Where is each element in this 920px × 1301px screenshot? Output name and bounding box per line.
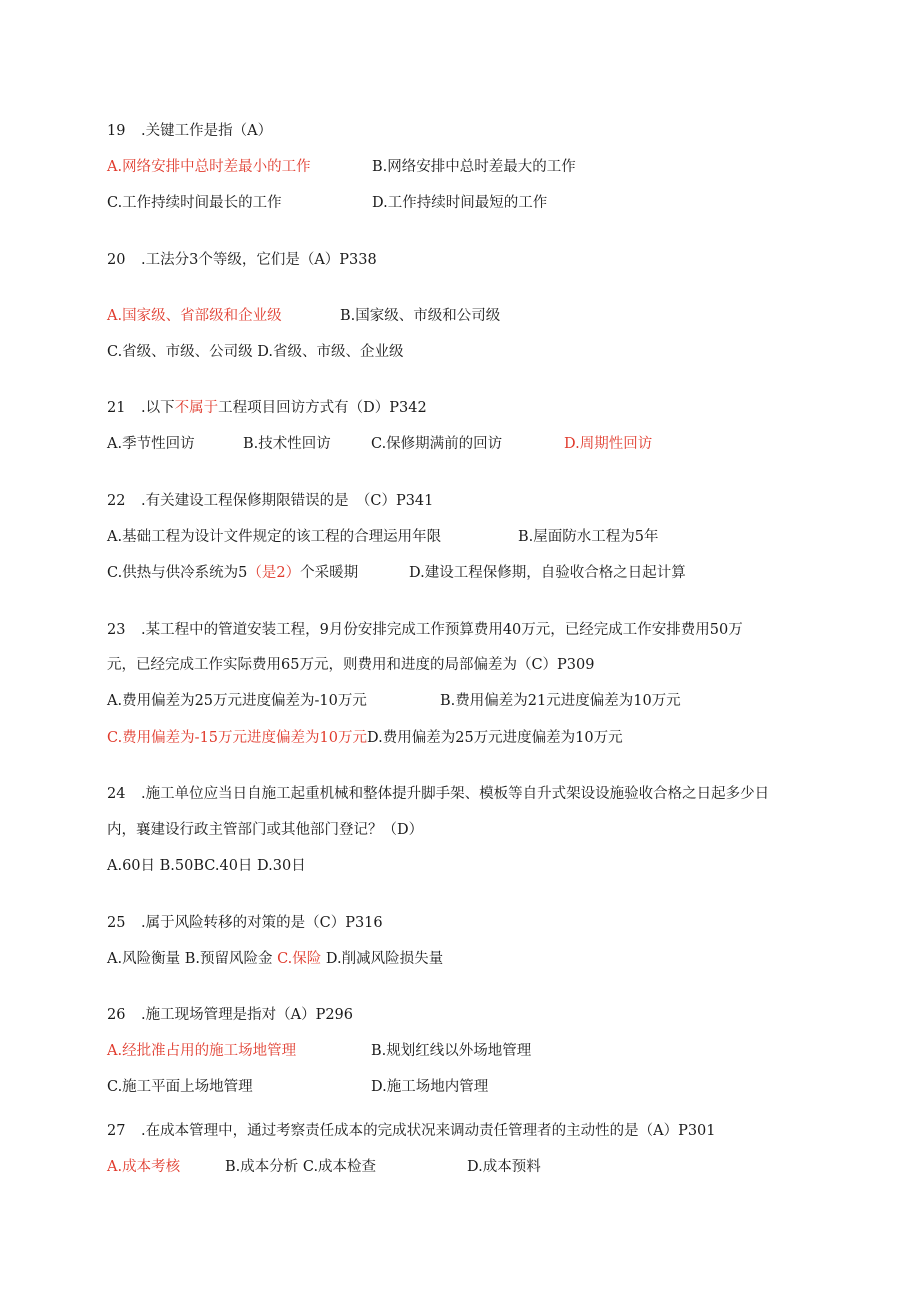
option-b: B.费用偏差为21元进度偏差为10万元 bbox=[440, 693, 681, 709]
question-19-stem: 19 .关键工作是指（A） bbox=[107, 123, 273, 139]
option-a: A.国家级、省部级和企业级 bbox=[107, 308, 282, 324]
question-20-options-row1 bbox=[107, 306, 807, 326]
option-a: A.成本考核 bbox=[107, 1159, 181, 1175]
question-26-stem: 26 .施工现场管理是指对（A）P296 bbox=[107, 1007, 354, 1023]
option-b: B.网络安排中总时差最大的工作 bbox=[372, 159, 576, 175]
question-20-options-row2: C.省级、市级、公司级 D.省级、市级、企业级 bbox=[107, 344, 404, 360]
question-19-options-row1 bbox=[107, 157, 807, 177]
option-a-b: A.风险衡量 B.预留风险金 bbox=[107, 951, 278, 967]
question-23-options-row1 bbox=[107, 691, 807, 711]
option-b: B.技术性回访 bbox=[243, 436, 331, 452]
question-26-options-row1 bbox=[107, 1041, 807, 1061]
question-19-options-row2 bbox=[107, 193, 807, 213]
question-24-stem-line1: 24 .施工单位应当日自施工起重机械和整体提升脚手架、模板等自升式架设设施验收合格之日起多少日 bbox=[107, 786, 770, 802]
option-d: D.周期性回访 bbox=[564, 436, 653, 452]
option-d: D.成本预料 bbox=[467, 1159, 541, 1175]
option-c: C.施工平面上场地管理 bbox=[107, 1079, 253, 1095]
question-25-stem: 25 .属于风险转移的对策的是（C）P316 bbox=[107, 915, 383, 931]
question-27-stem: 27 .在成本管理中，通过考察责任成本的完成状况来调动责任管理者的主动性的是（A）P301 bbox=[107, 1123, 716, 1139]
option-a: A.基础工程为设计文件规定的该工程的合理运用年限 bbox=[107, 529, 442, 545]
option-a: A.季节性回访 bbox=[107, 436, 195, 452]
question-20-stem: 20 .工法分3个等级，它们是（A）P338 bbox=[107, 252, 377, 268]
question-21-stem: 21 .以下不属于工程项目回访方式有（D）P342 bbox=[107, 400, 427, 416]
option-a: A.网络安排中总时差最小的工作 bbox=[107, 159, 311, 175]
question-22-stem: 22 .有关建设工程保修期限错误的是 （C）P341 bbox=[107, 493, 434, 509]
question-22-options-row2 bbox=[107, 563, 807, 583]
question-27-options bbox=[107, 1157, 807, 1177]
question-25-options bbox=[107, 949, 443, 969]
option-c: C.费用偏差为-15万元进度偏差为10万元 bbox=[107, 730, 367, 746]
question-22-options-row1 bbox=[107, 527, 807, 547]
question-23-stem-line1: 23 .某工程中的管道安装工程，9月份安排完成工作预算费用40万元，已经完成工作安排费用50万 bbox=[107, 622, 743, 638]
option-c: C.保修期满前的回访 bbox=[371, 436, 503, 452]
question-24-options: A.60日 B.50BC.40日 D.30日 bbox=[107, 858, 306, 874]
question-26-options-row2 bbox=[107, 1077, 807, 1097]
option-b: B.规划红线以外场地管理 bbox=[371, 1043, 532, 1059]
option-d: D.建设工程保修期，自验收合格之日起计算 bbox=[409, 565, 686, 581]
question-21-options bbox=[107, 434, 807, 454]
question-23-options-row2 bbox=[107, 728, 623, 748]
option-c: C.保险 bbox=[277, 951, 322, 967]
option-d: D.削减风险损失量 bbox=[321, 951, 444, 967]
option-b-c: B.成本分析 C.成本检查 bbox=[225, 1159, 377, 1175]
option-d: D.费用偏差为25万元进度偏差为10万元 bbox=[367, 730, 623, 746]
question-24-stem-line2: 内，襄建设行政主管部门或其他部门登记？（D） bbox=[107, 822, 424, 838]
option-c: C.工作持续时间最长的工作 bbox=[107, 195, 282, 211]
option-c: C.供热与供冷系统为5（是2）个采暖期 bbox=[107, 565, 359, 581]
question-23-stem-line2: 元，已经完成工作实际费用65万元，则费用和进度的局部偏差为（C）P309 bbox=[107, 657, 595, 673]
option-b: B.屋面防水工程为5年 bbox=[518, 529, 659, 545]
option-d: D.工作持续时间最短的工作 bbox=[372, 195, 548, 211]
option-a: A.经批准占用的施工场地管理 bbox=[107, 1043, 297, 1059]
option-a: A.费用偏差为25万元进度偏差为-10万元 bbox=[107, 693, 367, 709]
option-b: B.国家级、市级和公司级 bbox=[340, 308, 501, 324]
option-d: D.施工场地内管理 bbox=[371, 1079, 489, 1095]
